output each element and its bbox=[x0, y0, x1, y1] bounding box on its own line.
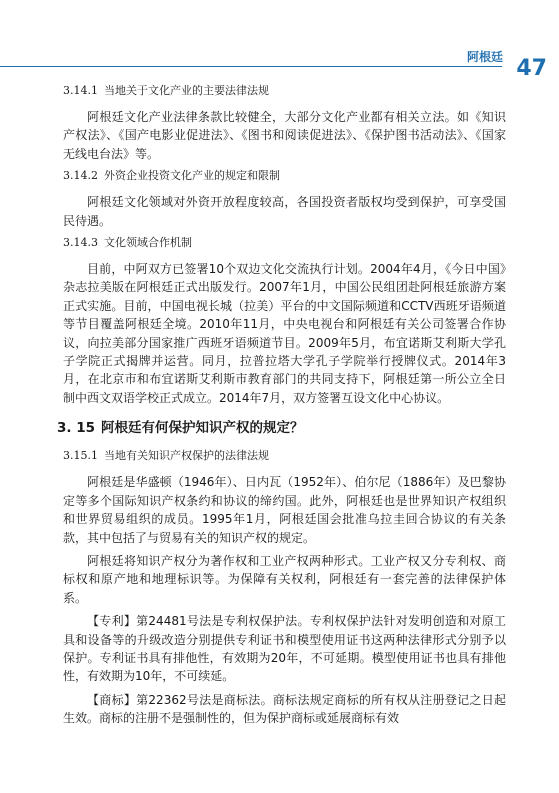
section-number: 3. 15 bbox=[57, 420, 96, 437]
page-number: 47 bbox=[516, 56, 547, 81]
subsection-heading-3143 bbox=[63, 235, 506, 251]
section-heading-315 bbox=[57, 419, 506, 437]
paragraph: 【专利】第24481号法是专利权保护法。专利权保护法针对发明创造和对原工具和设备等的升级改造分别提供专利证书和模型使用证书这两种法律形式分别予以保护。专利证书具有排他性，有效期为20年，不可延期。模型使用证书也具有排他性，有效期为10年，不可续延。 bbox=[63, 614, 506, 684]
subsection-number: 3.14.2 bbox=[63, 169, 98, 183]
subsection-number: 3.15.1 bbox=[63, 449, 98, 463]
header-country: 阿根廷 bbox=[466, 50, 503, 64]
subsection-title: 当地有关知识产权保护的法律法规 bbox=[104, 449, 269, 463]
paragraph: 阿根廷文化领域对外资开放程度较高，各国投资者版权均受到保护，可享受国民待遇。 bbox=[63, 195, 506, 228]
paragraph: 阿根廷将知识产权分为著作权和工业产权两种形式。工业产权又分专利权、商标权和原产地和地理标识等。为保障有关权利，阿根廷有一套完善的法律保护体系。 bbox=[63, 553, 506, 605]
paragraph: 【商标】第22362号法是商标法。商标法规定商标的所有权从注册登记之日起生效。商标的注册不是强制性的，但为保护商标或延展商标有效 bbox=[63, 692, 506, 726]
subsection-title: 外资企业投资文化产业的规定和限制 bbox=[104, 169, 280, 183]
section-title: 阿根廷有何保护知识产权的规定？ bbox=[101, 420, 304, 437]
header-rule bbox=[0, 66, 502, 67]
subsection-number: 3.14.1 bbox=[63, 84, 98, 97]
paragraph: 阿根廷文化产业法律条款比较健全，大部分文化产业都有相关立法。如《知识产权法》、《国产电影业促进法》、《图书和阅读促进法》、《保护图书活动法》、《国家无线电台法》等。 bbox=[63, 110, 506, 161]
subsection-title: 当地关于文化产业的主要法律法规 bbox=[104, 84, 269, 97]
subsection-title: 文化领域合作机制 bbox=[104, 236, 192, 250]
paragraph: 目前，中阿双方已签署10个双边文化交流执行计划。2004年4月，《今日中国》杂志拉美版在阿根廷正式出版发行。2007年1月，中国公民组团赴阿根廷旅游方案正式实施。目前，中国电视长城（拉美）平台的中文国际频道和CCTV西班牙语频道等节目覆盖阿根廷全境。2010年11月，中央电视台和阿根廷有关公司签署合作协议，向拉美部分国家推广西班牙语频道节目。2009年5月，布宜诺斯艾利斯大学孔子学院正式揭牌并运营。同月，拉普拉塔大学孔子学院举行授牌仪式。2014年3月，在北京市和布宜诺斯艾利斯市教育部门的共同支持下，阿根廷第一所公立全日制中西文双语学校正式成立。2014年7月，双方签署互设文化中心协议。 bbox=[63, 262, 506, 405]
subsection-number: 3.14.3 bbox=[63, 236, 98, 250]
page-content bbox=[57, 83, 506, 733]
subsection-heading-3142 bbox=[63, 168, 506, 184]
paragraph: 阿根廷是华盛顿（1946年）、日内瓦（1952年）、伯尔尼（1886年）及巴黎协定等多个国际知识产权条约和协议的缔约国。此外，阿根廷也是世界知识产权组织和世界贸易组织的成员。1995年1月，阿根廷国会批准乌拉圭回合协议的有关条款，其中包括了与贸易有关的知识产权的规定。 bbox=[63, 475, 506, 545]
subsection-heading-3141 bbox=[63, 83, 506, 99]
subsection-heading-3151 bbox=[63, 448, 506, 464]
